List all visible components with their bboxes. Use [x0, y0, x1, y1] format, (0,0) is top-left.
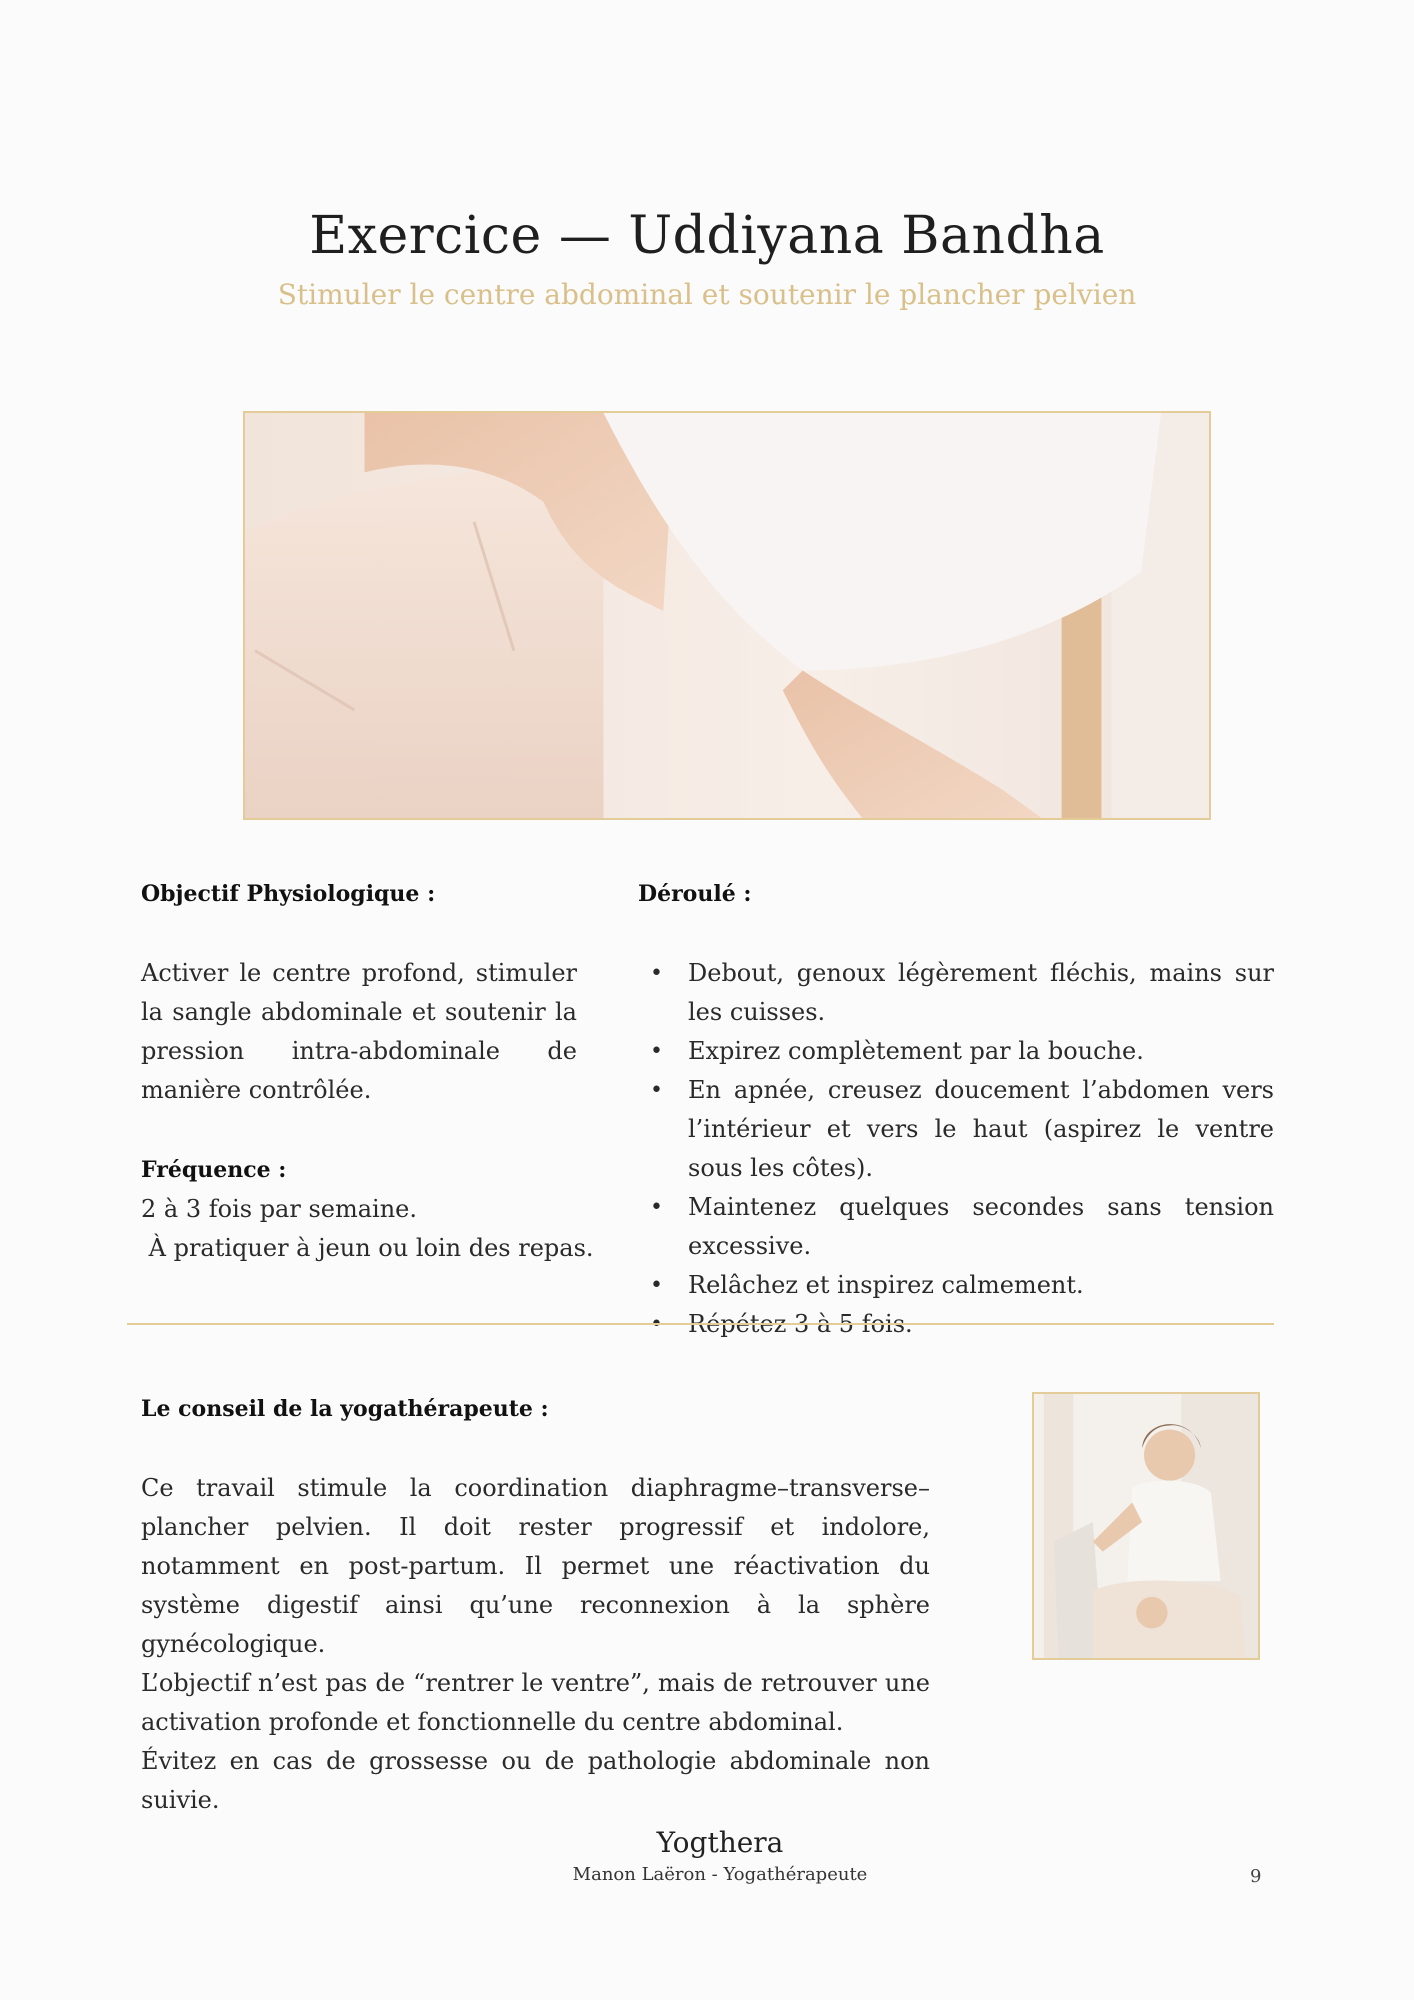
- frequency-line-1: 2 à 3 fois par semaine.: [141, 1195, 418, 1223]
- page-title: Exercice — Uddiyana Bandha: [309, 206, 1105, 266]
- list-item: [638, 954, 1274, 1032]
- step-text: En apnée, creusez doucement l’abdomen vers l’intérieur et vers le haut (aspirez le ventre sous les côtes).: [688, 1076, 1274, 1182]
- list-item: [638, 1266, 1274, 1305]
- bullet-icon: •: [650, 1273, 663, 1298]
- step-text: Expirez complètement par la bouche.: [688, 1037, 1144, 1065]
- objective-column: [141, 874, 594, 1268]
- advice-paragraph-1: Ce travail stimule la coordination diaphragme–transverse–plancher pelvien. Il doit rester progressif et indolore, notamment en post-partum. Il permet une réactivation du système digestif ainsi qu’une reconnexion à la sphère gynécologique.: [141, 1474, 930, 1658]
- bullet-icon: •: [650, 961, 663, 986]
- advice-heading: Le conseil de la yogathérapeute :: [141, 1396, 549, 1422]
- list-item: [638, 1032, 1274, 1071]
- abdomen-photo-icon: [245, 413, 1209, 818]
- objective-text: Activer le centre profond, stimuler la sangle abdominale et soutenir la pression intra-abdominale de manière contrôlée.: [141, 959, 577, 1104]
- bullet-icon: •: [650, 1312, 663, 1337]
- list-item: [638, 1188, 1274, 1266]
- bullet-icon: •: [650, 1039, 663, 1064]
- section-divider: [127, 1323, 1274, 1325]
- objective-heading: Objectif Physiologique :: [141, 881, 436, 907]
- page-subtitle: Stimuler le centre abdominal et soutenir le plancher pelvien: [277, 278, 1137, 311]
- page-number: 9: [1250, 1866, 1262, 1887]
- steps-heading: Déroulé :: [638, 881, 752, 907]
- step-text: Répétez 3 à 5 fois.: [688, 1310, 913, 1338]
- step-text: Maintenez quelques secondes sans tension excessive.: [688, 1193, 1274, 1260]
- bullet-icon: •: [650, 1078, 663, 1103]
- steps-column: [638, 874, 1274, 1344]
- advice-paragraph-3: Évitez en cas de grossesse ou de pathologie abdominale non suivie.: [141, 1747, 930, 1814]
- advice-section: [141, 1389, 930, 1820]
- step-text: Relâchez et inspirez calmement.: [688, 1271, 1084, 1299]
- footer-brand: Yogthera: [656, 1826, 784, 1859]
- steps-list: [638, 954, 1274, 1344]
- portrait-image: [1032, 1392, 1260, 1660]
- frequency-line-2: À pratiquer à jeun ou loin des repas.: [141, 1234, 594, 1262]
- list-item: [638, 1071, 1274, 1188]
- bullet-icon: •: [650, 1195, 663, 1220]
- footer-byline: Manon Laëron - Yogathérapeute: [572, 1864, 868, 1885]
- therapist-photo-icon: [1034, 1394, 1258, 1658]
- frequency-heading: Fréquence :: [141, 1157, 287, 1183]
- hero-image: [243, 411, 1211, 820]
- step-text: Debout, genoux légèrement fléchis, mains sur les cuisses.: [688, 959, 1274, 1026]
- advice-paragraph-2: L’objectif n’est pas de “rentrer le ventre”, mais de retrouver une activation profonde et fonctionnelle du centre abdominal.: [141, 1669, 930, 1736]
